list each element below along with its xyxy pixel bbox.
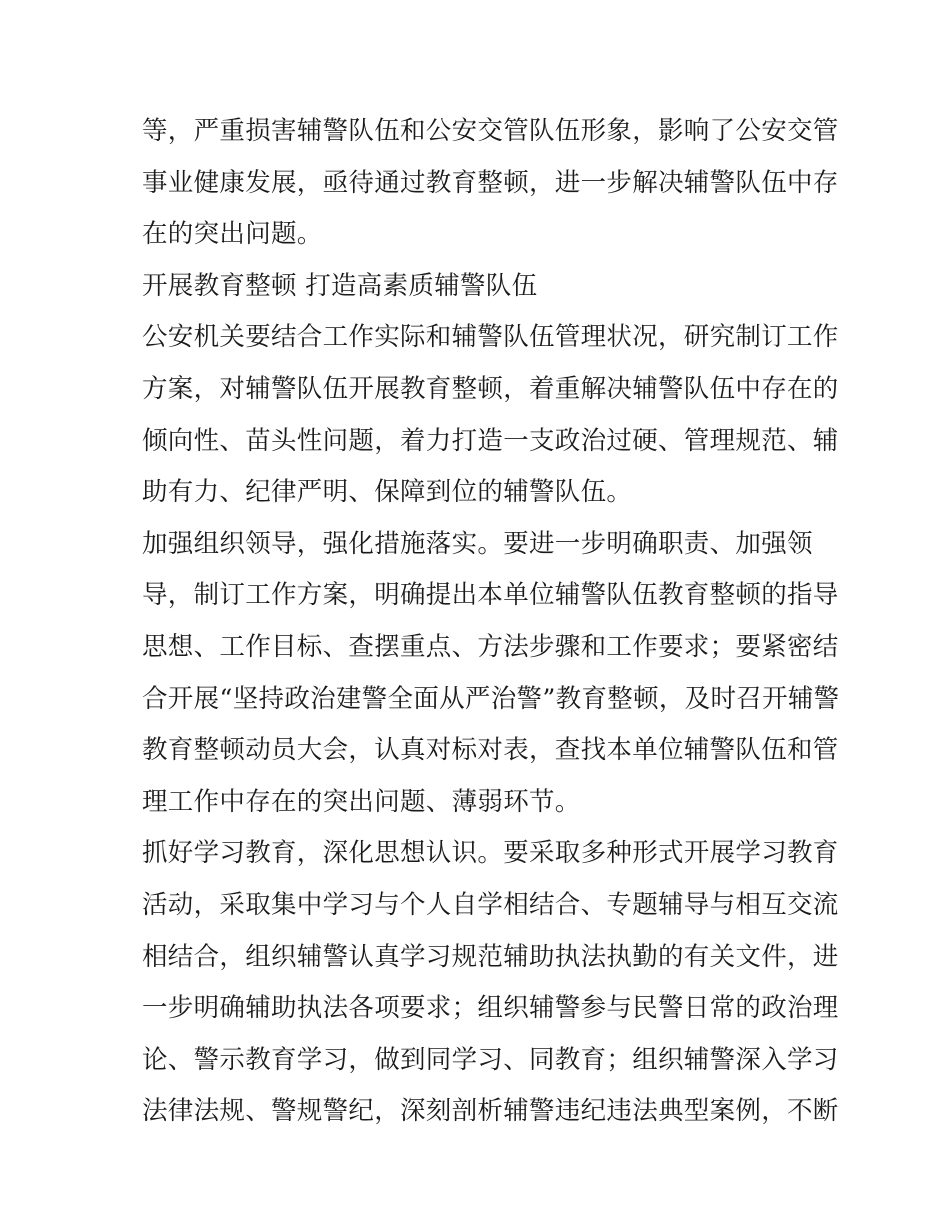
text-line: 倾向性、苗头性问题，着力打造一支政治过硬、管理规范、辅 (142, 425, 839, 456)
text-line: 理工作中存在的突出问题、薄弱环节。 (142, 786, 581, 817)
document-page (142, 113, 840, 1145)
text-line: 一步明确辅助执法各项要求；组织辅警参与民警日常的政治理 (142, 993, 839, 1024)
text-line: 方案，对辅警队伍开展教育整顿，着重解决辅警队伍中存在的 (142, 373, 839, 404)
text-line: 等，严重损害辅警队伍和公安交管队伍形象，影响了公安交管 (142, 116, 839, 146)
text-line: 在的突出问题。 (142, 219, 323, 250)
text-line: 活动，采取集中学习与个人自学相结合、专题辅导与相互交流 (142, 889, 839, 920)
text-line: 思想、工作目标、查摆重点、方法步骤和工作要求；要紧密结 (142, 631, 839, 662)
text-line: 论、警示教育学习，做到同学习、同教育；组织辅警深入学习 (142, 1044, 839, 1075)
text-line: 合开展“坚持政治建警全面从严治警”教育整顿，及时召开辅警 (142, 683, 840, 714)
text-line: 相结合，组织辅警认真学习规范辅助执法执勤的有关文件，进 (142, 941, 839, 972)
text-line: 导，制订工作方案，明确提出本单位辅警队伍教育整顿的指导 (142, 580, 839, 611)
text-line: 法律法规、警规警纪，深刻剖析辅警违纪违法典型案例，不断 (142, 1096, 839, 1127)
text-line: 教育整顿动员大会，认真对标对表，查找本单位辅警队伍和管 (142, 735, 839, 766)
text-line: 事业健康发展，亟待通过教育整顿，进一步解决辅警队伍中存 (142, 167, 839, 198)
text-line: 加强组织领导，强化措施落实。要进一步明确职责、加强领 (142, 528, 813, 559)
text-line: 公安机关要结合工作实际和辅警队伍管理状况，研究制订工作 (142, 322, 839, 353)
text-line: 助有力、纪律严明、保障到位的辅警队伍。 (142, 477, 633, 508)
section-heading: 开展教育整顿 打造高素质辅警队伍 (142, 270, 538, 301)
text-line: 抓好学习教育，深化思想认识。要采取多种形式开展学习教育 (142, 838, 839, 869)
